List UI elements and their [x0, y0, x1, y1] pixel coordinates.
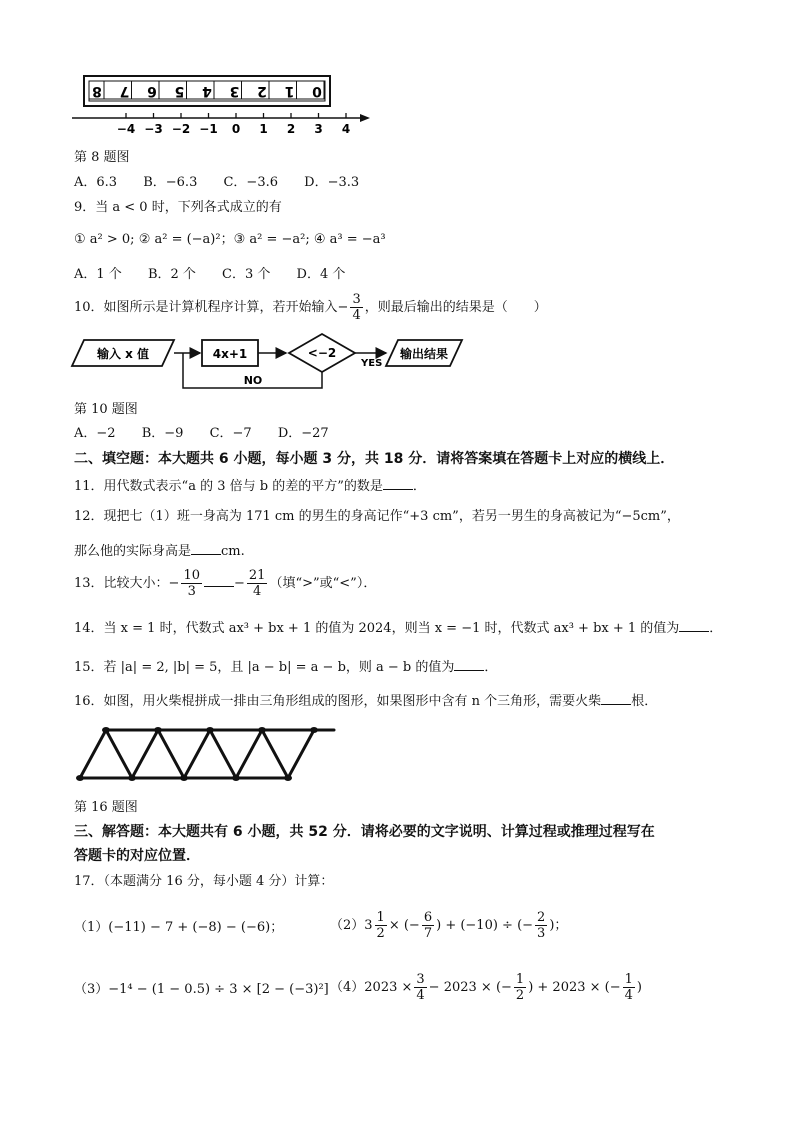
- q17-part3: （3）−1⁴ − (1 − 0.5) ÷ 3 × [2 − (−3)²]: [74, 982, 329, 997]
- q8-figure: [70, 74, 380, 136]
- q10-flowchart: [70, 332, 470, 396]
- q8-option-d: D．−3.3: [304, 175, 360, 190]
- q8-caption: 第 8 题图: [74, 150, 130, 165]
- q15-answer-blank: [454, 656, 484, 671]
- q17-part1: （1）(−11) − 7 + (−8) − (−6)；: [74, 920, 284, 935]
- flow-input-label: 输入 x 值: [96, 347, 150, 361]
- q17-stem: 17．（本题满分 16 分，每小题 4 分）计算：: [74, 874, 334, 889]
- section2-heading: 二、填空题：本大题共 6 小题，每小题 3 分，共 18 分．请将答案填在答题卡上对应的横线上．: [74, 451, 675, 467]
- flow-decision-label: <−2: [307, 346, 337, 360]
- ruler-digit: 8: [92, 83, 102, 99]
- axis-tick-label: 4: [341, 122, 351, 136]
- ruler-digit: 7: [119, 83, 130, 99]
- q9-option-b: B．2 个: [147, 267, 196, 282]
- q8-option-b: B．−6.3: [143, 175, 198, 190]
- q10-caption: 第 10 题图: [74, 402, 138, 417]
- q13: 13．比较大小：− $\frac{10}{3}$ − $\frac{21}{4}$ （填“>”或“<”）．: [74, 568, 377, 599]
- axis-tick-label: 0: [231, 122, 241, 136]
- q13-answer-blank: [204, 572, 234, 587]
- q8-options: [74, 173, 381, 193]
- axis-tick-label: 3: [314, 122, 323, 136]
- arrow-head-icon: [360, 114, 370, 122]
- ruler-digit: 1: [284, 83, 295, 99]
- axis-tick-label: −1: [199, 122, 218, 136]
- q10-stem: 10．如图所示是计算机程序计算，若开始输入− $\frac{3}{4}$ ，则最后输出的结果是（ ）: [74, 292, 547, 323]
- ruler-digit: 0: [312, 83, 322, 99]
- q9-statements: ① a² > 0; ② a² = (−a)²；③ a² = −a²; ④ a³ = −a³: [74, 232, 386, 247]
- ruler-digit: 5: [174, 83, 185, 99]
- ruler-digit: 2: [257, 83, 267, 99]
- q11: 11．用代数式表示“a 的 3 倍与 b 的差的平方”的数是 ．: [74, 475, 426, 497]
- flow-output-label: 输出结果: [399, 347, 449, 361]
- q9-options: [74, 265, 367, 285]
- q16: 16．如图，用火柴棍拼成一排由三角形组成的图形，如果图形中含有 n 个三角形，需要火柴 根．: [74, 690, 657, 712]
- axis-tick-label: −2: [171, 122, 191, 136]
- q10-option-b: B．−9: [141, 426, 184, 441]
- q16-caption: 第 16 题图: [74, 800, 138, 815]
- axis-tick-label: −4: [116, 122, 136, 136]
- axis-tick-label: 1: [259, 122, 268, 136]
- q15: 15．若 |a| = 2, |b| = 5，且 |a − b| = a − b，则 a − b 的值为 ．: [74, 656, 497, 678]
- q8-option-a: A．6.3: [74, 175, 118, 190]
- q10-option-c: C．−7: [209, 426, 252, 441]
- ruler-digit: 6: [147, 83, 157, 99]
- q12-line1: 12．现把七（1）班一身高为 171 cm 的男生的身高记作“+3 cm”，若另一男生的身高被记为“−5cm”，: [74, 509, 680, 524]
- section3-heading-2: 答题卡的对应位置．: [74, 848, 200, 864]
- q14-answer-blank: [679, 617, 709, 632]
- q10-option-a: A．−2: [74, 426, 116, 441]
- q12-answer-blank: [191, 540, 221, 555]
- q17-part2: （2）3 $\frac{1}{2}$ × (− $\frac{6}{7}$ ) + (−10) ÷ (− $\frac{2}{3}$ )；: [330, 910, 568, 941]
- q16-answer-blank: [601, 690, 631, 705]
- q10-fraction: $\frac{3}{4}$: [352, 292, 361, 323]
- q9-stem: 9．当 a < 0 时，下列各式成立的有: [74, 200, 282, 215]
- q8-option-c: C．−3.6: [223, 175, 278, 190]
- q9-option-d: D．4 个: [296, 267, 346, 282]
- flow-yes-label: YES: [361, 358, 383, 369]
- q10-option-d: D．−27: [277, 426, 329, 441]
- flow-no-label: NO: [243, 374, 263, 387]
- q9-option-a: A．1 个: [74, 267, 122, 282]
- axis-tick-label: 2: [286, 122, 296, 136]
- q17-part4: （4）2023 × $\frac{3}{4}$ − 2023 × (− $\frac{1}{2}$ ) + 2023 × (− $\frac{1}{4}$ ): [330, 972, 642, 1003]
- q11-answer-blank: [383, 475, 413, 490]
- q14: 14．当 x = 1 时，代数式 ax³ + bx + 1 的值为 2024，则当 x = −1 时，代数式 ax³ + bx + 1 的值为 ．: [74, 617, 722, 639]
- section3-heading-1: 三、解答题：本大题共有 6 小题，共 52 分．请将必要的文字说明、计算过程或推理过程写在: [74, 824, 655, 840]
- q16-matchstick-figure: [72, 724, 342, 784]
- q10-options: [74, 424, 351, 444]
- q12-line2: 那么他的实际身高是 cm.: [74, 540, 245, 562]
- ruler-digit: 4: [202, 83, 212, 99]
- flow-process-label: 4x+1: [212, 347, 248, 361]
- q9-option-c: C．3 个: [222, 267, 271, 282]
- axis-tick-label: −3: [144, 122, 163, 136]
- ruler-digit: 3: [229, 83, 240, 99]
